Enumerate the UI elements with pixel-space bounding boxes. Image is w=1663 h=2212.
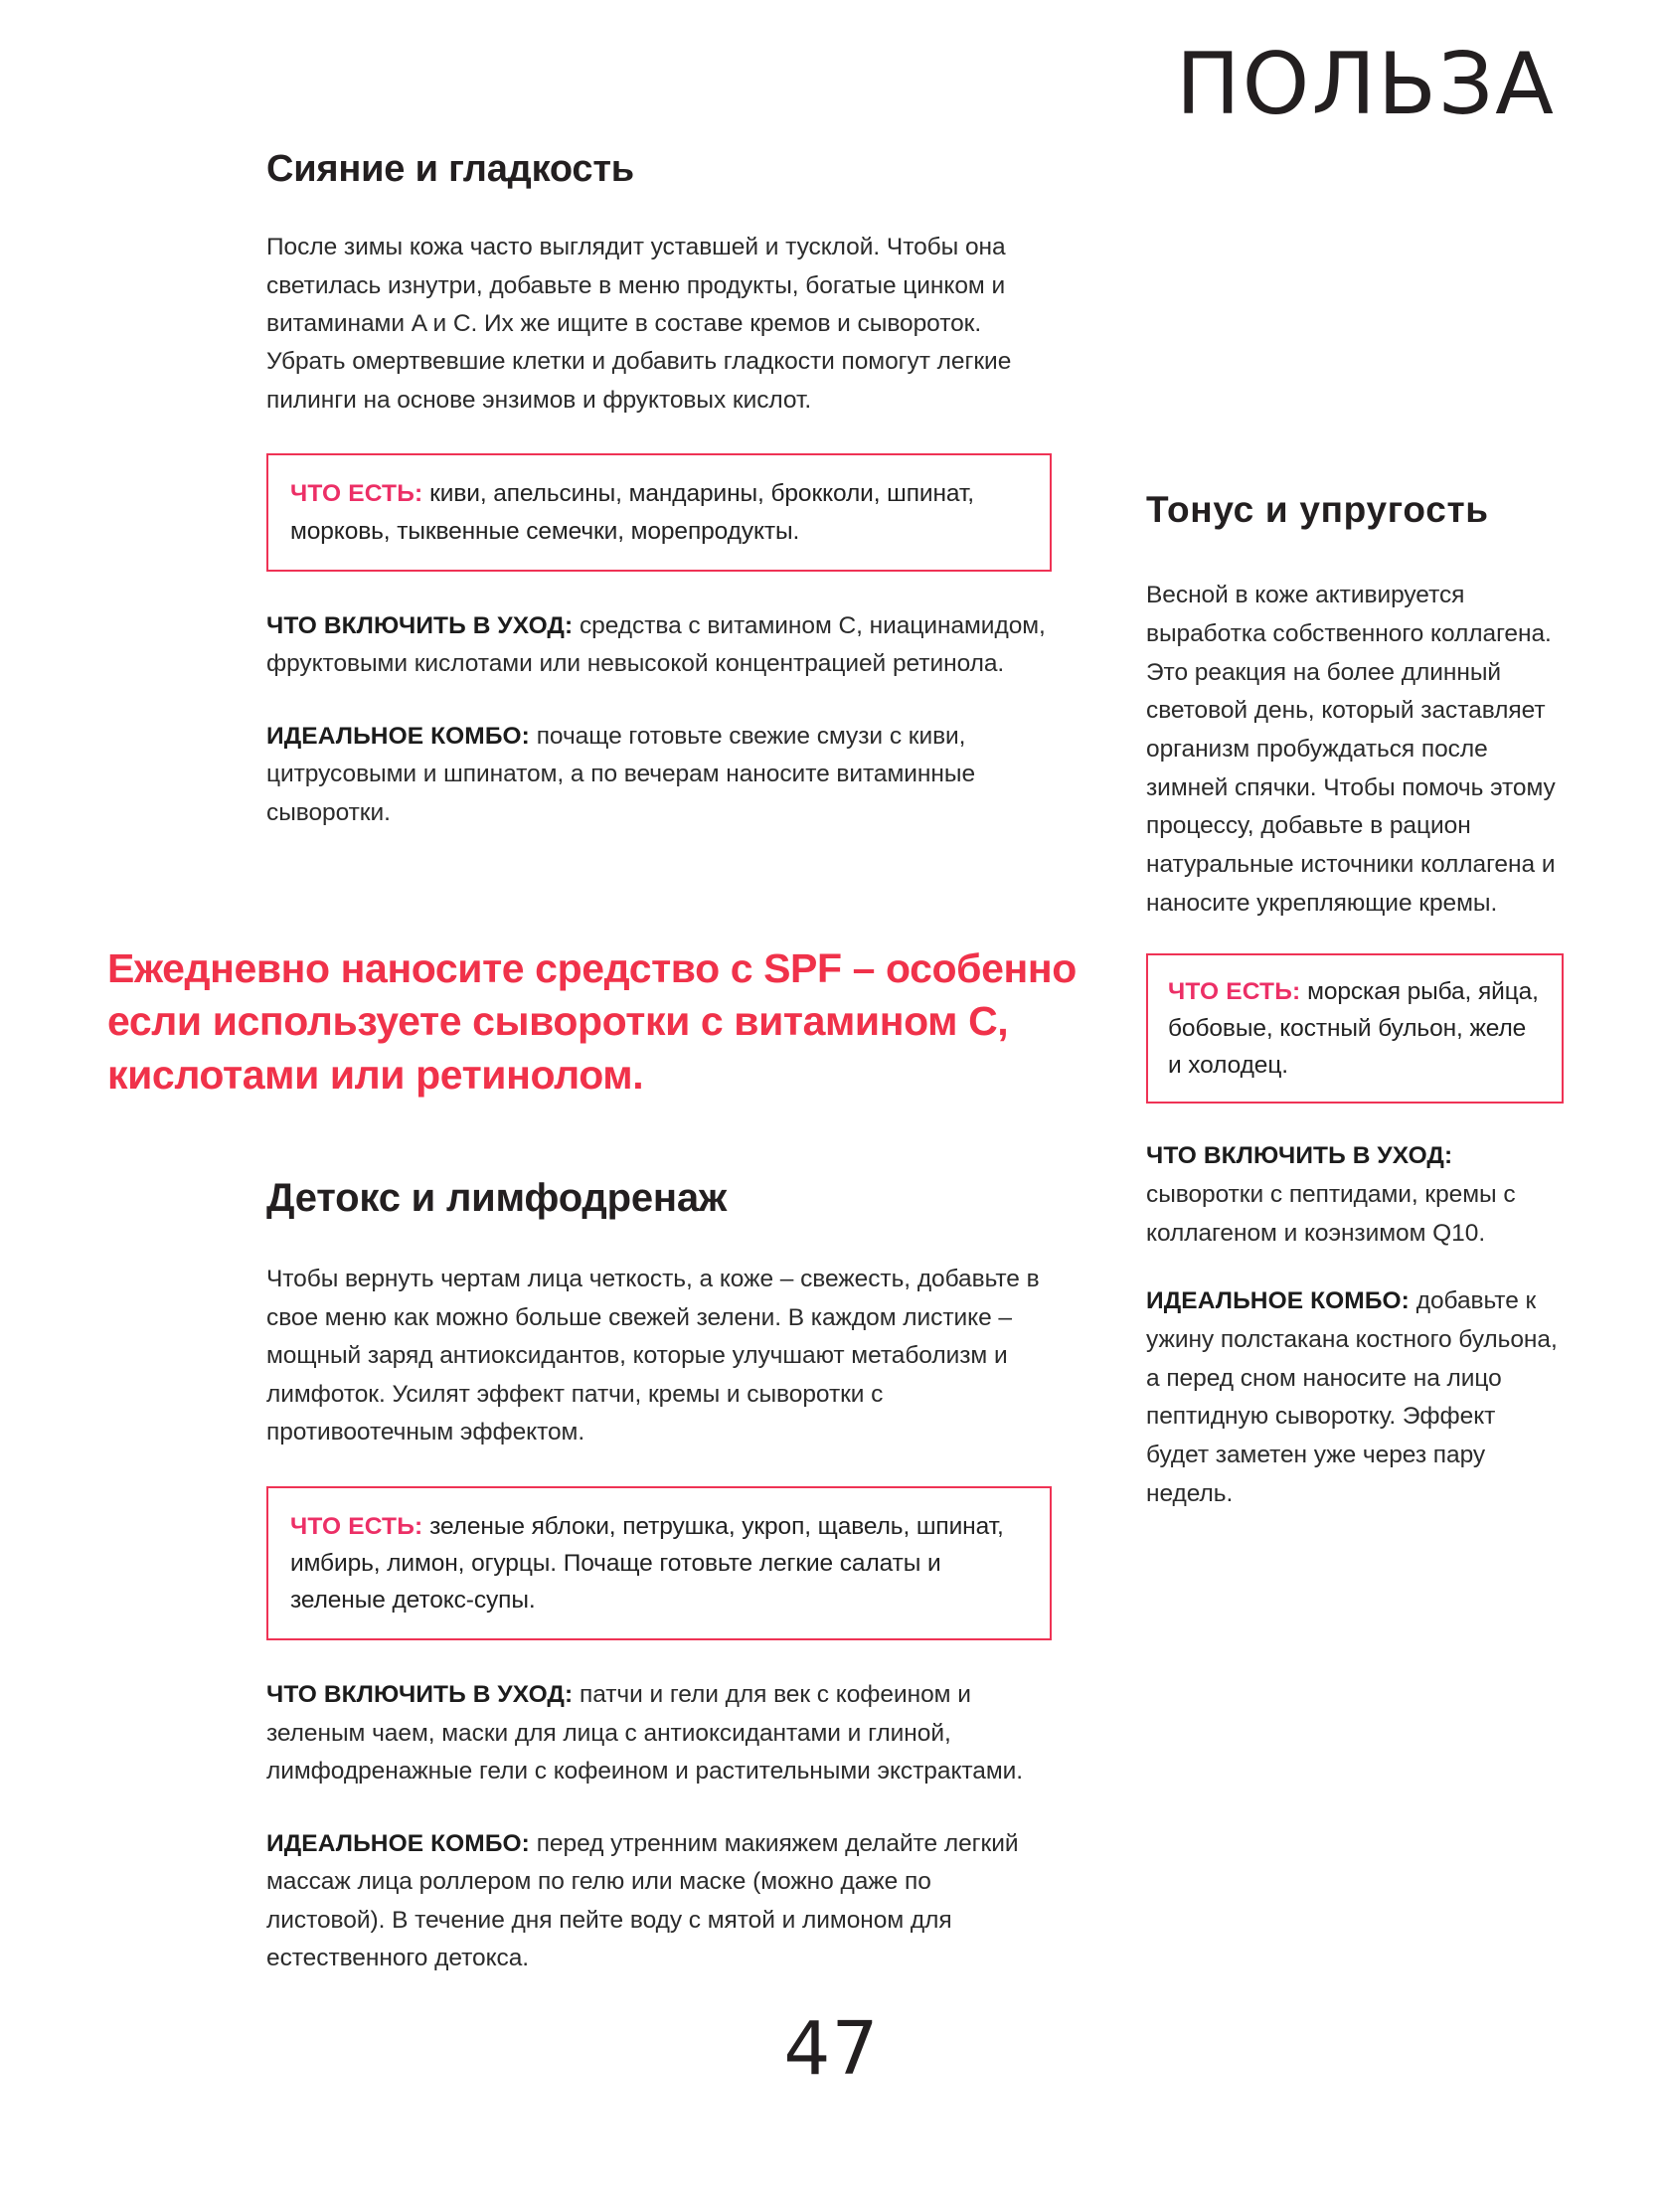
callout-body: зеленые яблоки, петрушка, укроп, щавель, шпинат, имбирь, лимон, огурцы. Почаще готовьте легкие салаты и зеленые детокс-супы. bbox=[290, 1512, 1004, 1615]
callout-box-what-to-eat-radiance bbox=[266, 453, 1052, 571]
callout-text bbox=[1168, 973, 1544, 1085]
right-column bbox=[1146, 489, 1564, 1514]
page-number: 47 bbox=[783, 2006, 880, 2092]
section-heading-radiance: Сияние и гладкость bbox=[266, 148, 634, 190]
label-what-to-include-in-care: ЧТО ВКЛЮЧИТЬ В УХОД: bbox=[266, 611, 574, 639]
paragraph-combo-radiance bbox=[266, 718, 1052, 832]
left-column-upper bbox=[266, 147, 1052, 832]
text-perfect-combo: почаще готовьте свежие смузи с киви, цитрусовыми и шпинатом, а по вечерам наносите витаминные сыворотки. bbox=[266, 722, 976, 826]
callout-box-what-to-eat-detox bbox=[266, 1486, 1052, 1641]
page-masthead-title: ПОЛЬЗА bbox=[1176, 35, 1556, 134]
callout-label-what-to-eat: ЧТО ЕСТЬ: bbox=[290, 480, 423, 508]
callout-label-what-to-eat: ЧТО ЕСТЬ: bbox=[290, 1512, 423, 1540]
label-perfect-combo: ИДЕАЛЬНОЕ КОМБО: bbox=[266, 1829, 530, 1857]
callout-body: морская рыба, яйца, бобовые, костный бульон, желе и холодец. bbox=[1168, 977, 1539, 1079]
label-what-to-include-in-care: ЧТО ВКЛЮЧИТЬ В УХОД: bbox=[266, 1681, 574, 1709]
callout-body: киви, апельсины, мандарины, брокколи, шпинат, морковь, тыквенные семечки, морепродукты. bbox=[290, 480, 974, 545]
callout-text bbox=[290, 1508, 1028, 1619]
text-perfect-combo: добавьте к ужину полстакана костного бульона, а перед сном наносите на лицо пептидную сыворотку. Эффект будет заметен уже через пару недель. bbox=[1146, 1287, 1558, 1507]
section-heading-detox: Детокс и лимфодренаж bbox=[266, 1176, 728, 1220]
callout-label-what-to-eat: ЧТО ЕСТЬ: bbox=[1168, 977, 1301, 1005]
text-what-to-include-in-care: патчи и гели для век с кофеином и зеленым чаем, маски для лица с антиоксидантами и глиной, лимфодренажные гели с кофеином и растительными экстрактами. bbox=[266, 1681, 1024, 1786]
paragraph-combo-detox bbox=[266, 1825, 1052, 1978]
paragraph-care-detox bbox=[266, 1676, 1052, 1790]
paragraph-detox-intro: Чтобы вернуть чертам лица четкость, а коже – свежесть, добавьте в свое меню как можно больше свежей зелени. В каждом листике – мощный заряд антиоксидантов, которые улучшают метаболизм и лимфоток. Усилят эффект патчи, кремы и сыворотки с противоотечным эффектом. bbox=[266, 1266, 1040, 1446]
paragraph-care-tone bbox=[1146, 1137, 1564, 1253]
pull-quote-spf: Ежедневно наносите средство с SPF – особенно если используете сыворотки с витамином C, кислотами или ретинолом. bbox=[107, 945, 1077, 1098]
paragraph-radiance-intro: После зимы кожа часто выглядит уставшей и тусклой. Чтобы она светилась изнутри, добавьте в меню продукты, богатые цинком и витаминами A и C. Их же ищите в составе кремов и сывороток. Убрать омертвевшие клетки и добавить гладкости помогут легкие пилинги на основе энзимов и фруктовых кислот. bbox=[266, 234, 1012, 414]
callout-text bbox=[290, 475, 1028, 549]
paragraph-tone-intro: Весной в коже активируется выработка собственного коллагена. Это реакция на более длинный световой день, который заставляет организм пробуждаться после зимней спячки. Чтобы помочь этому процессу, добавьте в рацион натуральные источники коллагена и наносите укрепляющие кремы. bbox=[1146, 582, 1556, 917]
left-column-lower bbox=[266, 1175, 1052, 1978]
label-perfect-combo: ИДЕАЛЬНОЕ КОМБО: bbox=[1146, 1287, 1410, 1315]
paragraph-combo-tone bbox=[1146, 1282, 1564, 1513]
callout-box-what-to-eat-tone bbox=[1146, 953, 1564, 1105]
label-perfect-combo: ИДЕАЛЬНОЕ КОМБО: bbox=[266, 722, 530, 750]
label-what-to-include-in-care: ЧТО ВКЛЮЧИТЬ В УХОД: bbox=[1146, 1142, 1453, 1170]
text-what-to-include-in-care: сыворотки с пептидами, кремы с коллагеном и коэнзимом Q10. bbox=[1146, 1180, 1516, 1247]
paragraph-care-radiance bbox=[266, 607, 1052, 684]
text-what-to-include-in-care: средства с витамином C, ниацинамидом, фруктовыми кислотами или невысокой концентрацией ретинола. bbox=[266, 611, 1046, 678]
text-perfect-combo: перед утренним макияжем делайте легкий массаж лица роллером по гелю или маске (можно даже по листовой). В течение дня пейте воду с мятой и лимоном для естественного детокса. bbox=[266, 1829, 1019, 1972]
section-heading-tone: Тонус и упругость bbox=[1146, 489, 1489, 530]
